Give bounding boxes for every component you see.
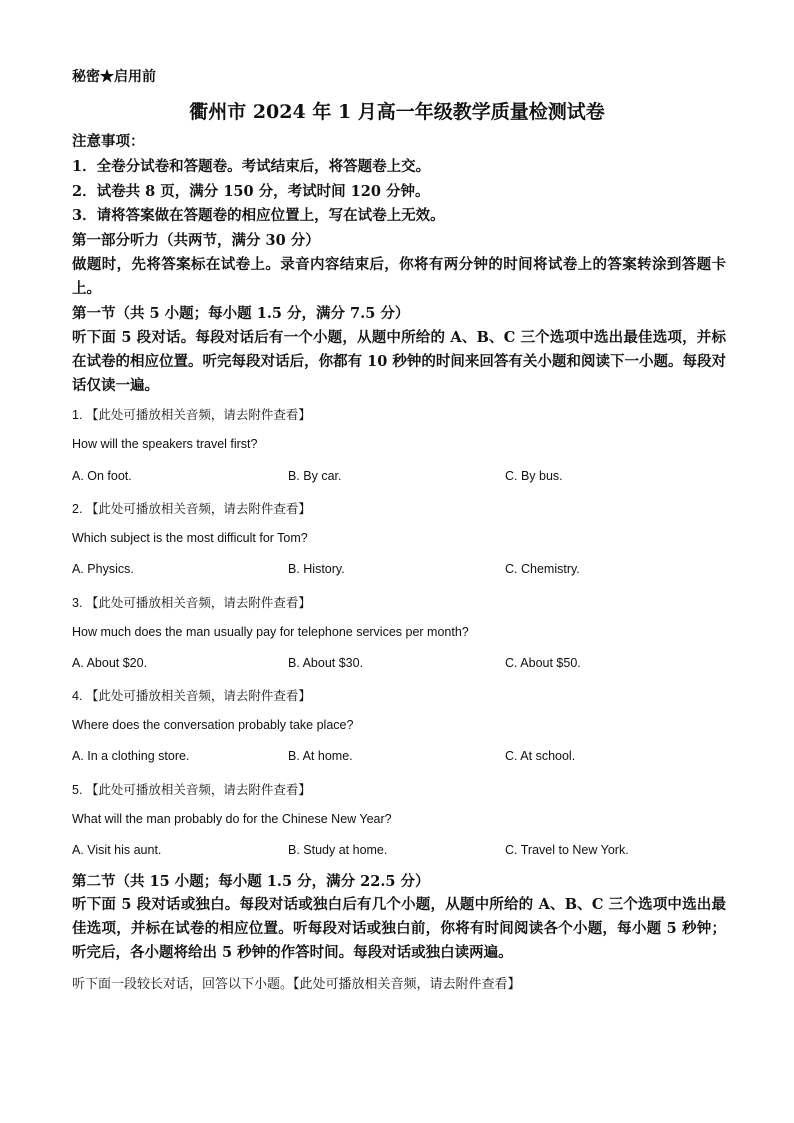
question-3-option-a: A. About $20. <box>72 656 148 670</box>
question-5-option-c: C. Travel to New York. <box>505 843 629 857</box>
note-item-1: 1．全卷分试卷和答题卷。考试结束后，将答题卷上交。 <box>72 158 431 175</box>
exam-title: 衢州市 2024 年 1 月高一年级教学质量检测试卷 <box>189 101 605 123</box>
notes-heading: 注意事项： <box>72 133 145 150</box>
question-4-option-a: A. In a clothing store. <box>72 749 190 763</box>
question-1-option-c: C. By bus. <box>505 469 563 483</box>
question-5-text: What will the man probably do for the Chinese New Year? <box>72 812 392 826</box>
question-2-text: Which subject is the most difficult for Tom? <box>72 531 308 545</box>
confidential-label: 秘密★启用前 <box>72 69 156 85</box>
question-5-option-b: B. Study at home. <box>288 843 388 857</box>
question-5-option-a: A. Visit his aunt. <box>72 843 162 857</box>
part1-heading: 第一部分听力（共两节，满分 30 分） <box>72 232 320 249</box>
question-2-option-b: B. History. <box>288 562 345 576</box>
question-4-option-b: B. At home. <box>288 749 353 763</box>
question-4-text: Where does the conversation probably take place? <box>72 718 354 732</box>
question-3-option-b: B. About $30. <box>288 656 364 670</box>
section2-instruction: 听下面 5 段对话或独白。每段对话或独白后有几个小题，从题中所给的 A、B、C 三个选项中选出最佳选项，并标在试卷的相应位置。听每段对话或独白前，你将有时间阅读各个小题，每小题 5 秒钟；听完后，各小题将给出 5 秒钟的作答时间。每段对话或独白读两遍。 <box>72 896 726 961</box>
question-1-audio-prompt[interactable]: 1. 【此处可播放相关音频，请去附件查看】 <box>72 408 311 422</box>
question-1-text: How will the speakers travel first? <box>72 437 258 451</box>
question-1-option-b: B. By car. <box>288 469 342 483</box>
question-3-audio-prompt[interactable]: 3. 【此处可播放相关音频，请去附件查看】 <box>72 596 311 610</box>
part1-instruction: 做题时，先将答案标在试卷上。录音内容结束后，你将有两分钟的时间将试卷上的答案转涂到答题卡上。 <box>72 256 726 297</box>
question-2-audio-prompt[interactable]: 2. 【此处可播放相关音频，请去附件查看】 <box>72 502 311 516</box>
section1-heading: 第一节（共 5 小题；每小题 1.5 分，满分 7.5 分） <box>72 305 410 322</box>
section2-heading: 第二节（共 15 小题；每小题 1.5 分，满分 22.5 分） <box>72 873 430 890</box>
question-3-option-c: C. About $50. <box>505 656 581 670</box>
question-1-option-a: A. On foot. <box>72 469 132 483</box>
note-item-2: 2．试卷共 8 页，满分 150 分，考试时间 120 分钟。 <box>72 183 430 200</box>
question-4-option-c: C. At school. <box>505 749 576 763</box>
section2-listen-prompt[interactable]: 听下面一段较长对话，回答以下小题。【此处可播放相关音频，请去附件查看】 <box>72 976 521 991</box>
question-4-audio-prompt[interactable]: 4. 【此处可播放相关音频，请去附件查看】 <box>72 689 311 703</box>
section1-instruction: 听下面 5 段对话。每段对话后有一个小题，从题中所给的 A、B、C 三个选项中选出最佳选项，并标在试卷的相应位置。听完每段对话后，你都有 10 秒钟的时间来回答有关小题和阅读下一小题。每段对话仅读一遍。 <box>72 329 726 394</box>
question-3-text: How much does the man usually pay for telephone services per month? <box>72 625 469 639</box>
note-item-3: 3．请将答案做在答题卷的相应位置上，写在试卷上无效。 <box>72 207 445 224</box>
question-2-option-a: A. Physics. <box>72 562 134 576</box>
question-2-option-c: C. Chemistry. <box>505 562 580 576</box>
question-5-audio-prompt[interactable]: 5. 【此处可播放相关音频，请去附件查看】 <box>72 783 311 797</box>
